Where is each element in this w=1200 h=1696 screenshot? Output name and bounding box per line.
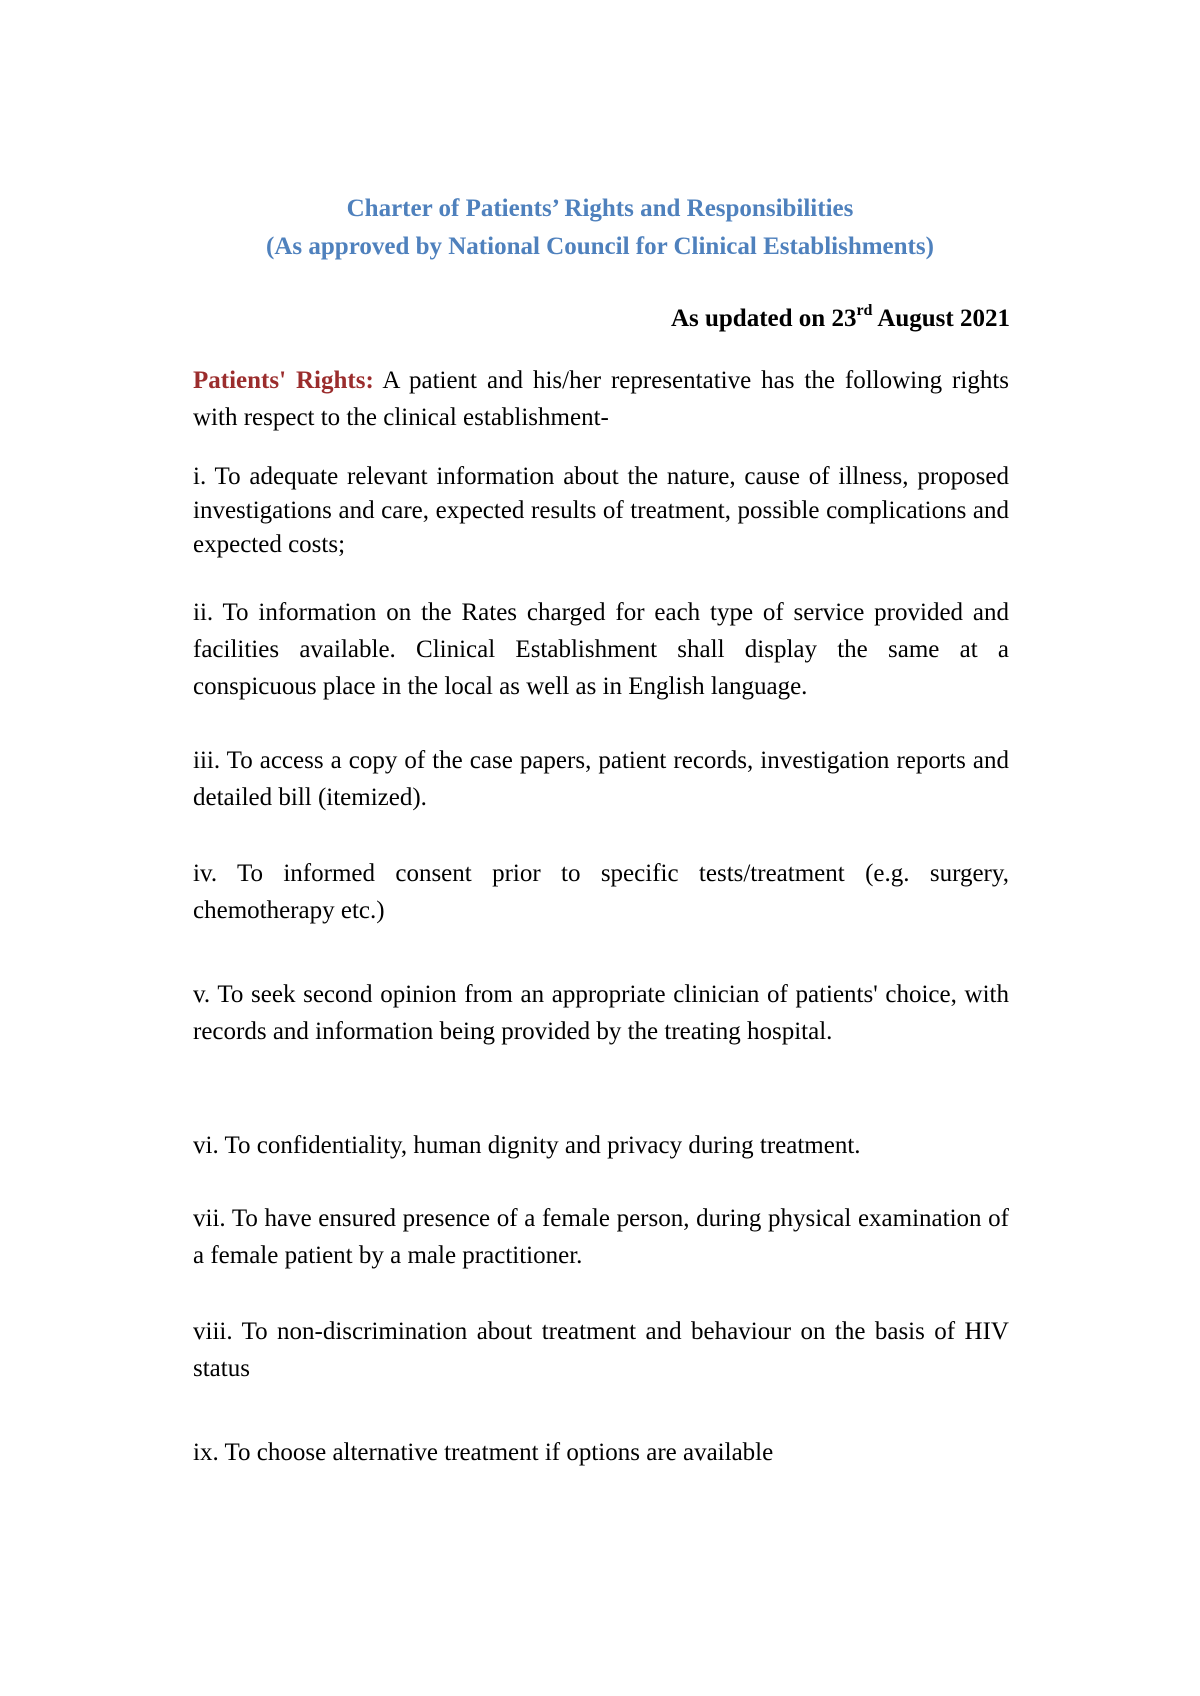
right-item-7: vii. To have ensured presence of a female person, during physical examination of a female patient by a male practitioner. [193, 1205, 1009, 1269]
updated-prefix: As updated on 23 [670, 305, 857, 332]
right-item-8: viii. To non-discrimination about treatment and behaviour on the basis of HIV status [193, 1318, 1009, 1382]
document-title [0, 190, 1200, 266]
right-item-9: ix. To choose alternative treatment if options are available [193, 1439, 774, 1466]
title-line-1: Charter of Patients’ Rights and Responsibilities [346, 195, 854, 222]
right-item-5: v. To seek second opinion from an appropriate clinician of patients' choice, with records and information being provided by the treating hospital. [193, 981, 1009, 1045]
intro-text: A patient and his/her representative has the following rights with respect to the clinical establishment- [193, 367, 1009, 431]
updated-date [671, 302, 1010, 336]
title-line-2: (As approved by National Council for Clinical Establishments) [266, 233, 934, 260]
right-item-6: vi. To confidentiality, human dignity and privacy during treatment. [193, 1132, 861, 1159]
updated-suffix: August 2021 [872, 305, 1010, 332]
right-item-1: i. To adequate relevant information about the nature, cause of illness, proposed investigations and care, expected results of treatment, possible complications and expected costs; [193, 463, 1009, 558]
intro-label: Patients' Rights: [193, 367, 374, 394]
right-item-4: iv. To informed consent prior to specific tests/treatment (e.g. surgery, chemotherapy etc.) [193, 860, 1009, 924]
right-item-2: ii. To information on the Rates charged for each type of service provided and facilities available. Clinical Establishment shall display the same at a conspicuous place in the local as well as in English language. [193, 599, 1009, 700]
intro-paragraph [193, 362, 1009, 436]
right-item-3: iii. To access a copy of the case papers, patient records, investigation reports and detailed bill (itemized). [193, 747, 1009, 811]
updated-superscript: rd [856, 302, 873, 319]
